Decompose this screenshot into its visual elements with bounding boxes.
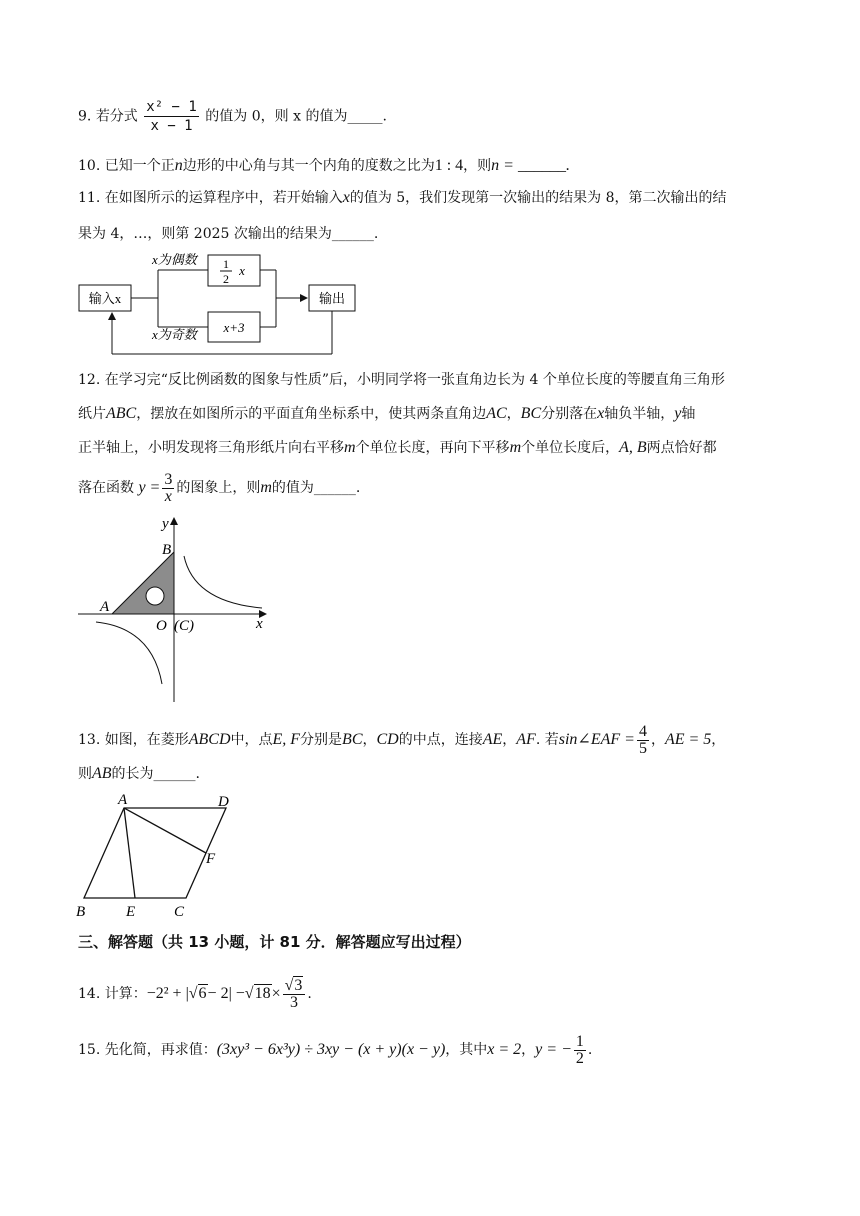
question-text: 两点恰好都 <box>646 440 717 456</box>
question-text: 纸片 <box>78 406 106 422</box>
question-12-line-1 <box>78 370 725 390</box>
question-text: ， <box>362 732 377 748</box>
numerator: x² − 1 <box>146 99 197 115</box>
point-c-label: (C) <box>174 618 194 634</box>
question-15 <box>78 1032 592 1068</box>
section-heading: 三、解答题（共 13 小题，计 81 分．解答题应写出过程） <box>78 933 471 951</box>
question-text: ， <box>502 732 517 748</box>
math-var: ABC <box>106 405 137 422</box>
math-eq: x = 2 <box>487 1041 522 1058</box>
question-text: ，其中 <box>445 1042 488 1058</box>
numerator: √3 <box>283 978 306 995</box>
question-text: ，则 <box>463 158 492 174</box>
math-var: x <box>597 405 605 422</box>
question-text: ， <box>506 406 521 422</box>
question-text: ， <box>521 1042 536 1058</box>
question-13-line-1 <box>78 722 725 758</box>
point-a-label: A <box>118 792 128 808</box>
question-text: 个单位长度后， <box>521 440 620 456</box>
denominator: 3 <box>290 993 298 1011</box>
question-text: 边形的中心角与其一个内角的度数之比为 <box>182 158 435 174</box>
math-var: m <box>509 439 522 456</box>
math-sin: sin∠EAF = <box>558 731 635 748</box>
input-label: 输入x <box>88 291 122 306</box>
fraction <box>637 724 649 757</box>
question-text: 先化简，再求值： <box>104 1042 217 1058</box>
even-op-box <box>208 255 260 286</box>
question-text: 若分式 <box>95 108 138 125</box>
math-sqrt: √6 <box>188 985 207 1002</box>
question-text: ，摆放在如图所示的平面直角坐标系中，使其两条直角边 <box>136 406 487 422</box>
question-text: . <box>307 986 312 1002</box>
question-text: 轴负半轴， <box>604 406 675 422</box>
even-op-var: x <box>239 263 245 278</box>
math-var: x <box>342 189 350 206</box>
question-text: 个单位长度，再向下平移 <box>355 440 510 456</box>
math-func: y = <box>138 479 161 496</box>
odd-label: x为奇数 <box>152 327 197 342</box>
radicand: 3 <box>294 976 303 994</box>
fraction <box>283 978 306 1011</box>
math-var: CD <box>376 731 399 748</box>
math-ratio: 1 : 4 <box>434 157 464 174</box>
y-axis-label: y <box>162 516 169 532</box>
question-text: 的值为______. <box>271 480 361 496</box>
question-text: 轴 <box>681 406 696 422</box>
even-op-den: 2 <box>223 272 229 286</box>
question-text: 则 <box>78 766 92 782</box>
point-c-label: C <box>174 904 185 920</box>
x-axis-label: x <box>256 616 263 632</box>
math-var: ABCD <box>188 731 231 748</box>
even-label: x为偶数 <box>152 252 197 267</box>
question-text: 的中点，连接 <box>398 732 483 748</box>
question-text: 分别是 <box>300 732 343 748</box>
fraction <box>574 1034 586 1067</box>
question-text: 如图，在菱形 <box>104 732 189 748</box>
math-eq: AE = 5 <box>664 731 712 748</box>
denominator: 5 <box>638 739 647 757</box>
question-text: 的值为 0，则 x 的值为_____. <box>205 108 387 125</box>
question-number: 9. <box>78 108 92 125</box>
fraction <box>162 472 174 505</box>
question-number: 11. <box>78 190 101 206</box>
question-12-line-3 <box>78 438 717 458</box>
question-text: 果为 4，…，则第 2025 次输出的结果为______. <box>78 226 379 242</box>
radicand: 6 <box>198 985 207 1002</box>
triangle-abc <box>112 552 174 614</box>
question-number: 13. <box>78 732 101 748</box>
math-var: m <box>260 479 272 496</box>
question-text: 分别落在 <box>541 406 598 422</box>
even-op-num: 1 <box>223 257 229 271</box>
question-text: 计算： <box>104 986 147 1002</box>
question-11-line-1 <box>78 188 727 208</box>
question-text: 的图象上，则 <box>176 480 261 496</box>
numerator: 4 <box>638 722 647 740</box>
flowchart-diagram <box>76 250 376 360</box>
denominator: x − 1 <box>150 118 193 134</box>
math-var: y <box>674 405 682 422</box>
math-var: A, B <box>619 439 647 456</box>
radicand: 18 <box>254 985 271 1002</box>
hyperbola-branch-q3 <box>96 622 162 684</box>
math-expr: × <box>271 985 281 1002</box>
question-text: 正半轴上，小明发现将三角形纸片向右平移 <box>78 440 344 456</box>
fraction <box>144 98 199 135</box>
math-var: AB <box>92 765 112 782</box>
question-12-line-4 <box>78 470 360 506</box>
question-number: 14. <box>78 986 101 1002</box>
math-expr: −2² + | <box>146 985 189 1002</box>
math-var: E, F <box>272 731 301 748</box>
question-text: 落在函数 <box>78 480 134 496</box>
segment-ae <box>124 808 135 898</box>
question-text: 已知一个正 <box>104 158 175 174</box>
math-var: AE <box>482 731 503 748</box>
question-text: 的长为______. <box>111 766 200 782</box>
math-var: BC <box>520 405 542 422</box>
math-expr: (3xy³ − 6x³y) ÷ 3xy − (x + y)(x − y) <box>216 1041 446 1058</box>
rhombus-figure <box>74 792 254 922</box>
segment-af <box>124 808 206 853</box>
question-text: ， <box>650 732 665 748</box>
hyperbola-branch-q1 <box>184 556 262 608</box>
point-b-label: B <box>162 542 172 558</box>
question-text: 中，点 <box>230 732 273 748</box>
numerator: 1 <box>575 1032 584 1050</box>
output-label: 输出 <box>318 291 346 306</box>
math-eq: y = − <box>535 1041 572 1058</box>
question-text: 在学习完“反比例函数的图象与性质”后，小明同学将一张直角边长为 4 个单位长度的等腰直角三角形 <box>104 372 725 388</box>
question-11-line-2 <box>78 224 378 244</box>
math-var: m <box>344 439 356 456</box>
question-number: 10. <box>78 158 101 174</box>
math-var: n <box>174 157 183 174</box>
question-text: 的值为 5，我们发现第一次输出的结果为 8，第二次输出的结 <box>349 190 727 206</box>
point-f-label: F <box>206 851 216 867</box>
math-var: AC <box>486 405 507 422</box>
triangle-hole <box>146 587 164 605</box>
question-text: ， <box>711 732 726 748</box>
point-b-label: B <box>76 904 86 920</box>
point-e-label: E <box>126 904 136 920</box>
question-number: 15. <box>78 1042 101 1058</box>
math-sqrt: √18 <box>244 985 271 1002</box>
origin-label: O <box>156 618 167 634</box>
denominator: x <box>164 487 172 505</box>
question-12-line-2 <box>78 404 695 424</box>
question-10 <box>78 156 570 176</box>
question-9 <box>78 98 387 135</box>
question-text: . 若 <box>535 732 559 748</box>
math-var: AF <box>516 731 536 748</box>
question-14 <box>78 976 312 1012</box>
math-answer: n = ______. <box>491 157 570 174</box>
odd-op: x+3 <box>223 320 245 335</box>
point-d-label: D <box>218 794 229 810</box>
question-text: 在如图所示的运算程序中，若开始输入 <box>104 190 343 206</box>
denominator: 2 <box>575 1049 584 1067</box>
coordinate-graph <box>76 514 276 704</box>
math-expr: − 2| − <box>207 985 245 1002</box>
math-var: BC <box>342 731 363 748</box>
point-a-label: A <box>100 599 110 615</box>
question-text: . <box>587 1042 593 1058</box>
question-13-line-2 <box>78 764 200 784</box>
numerator: 3 <box>164 470 173 488</box>
question-number: 12. <box>78 372 101 388</box>
